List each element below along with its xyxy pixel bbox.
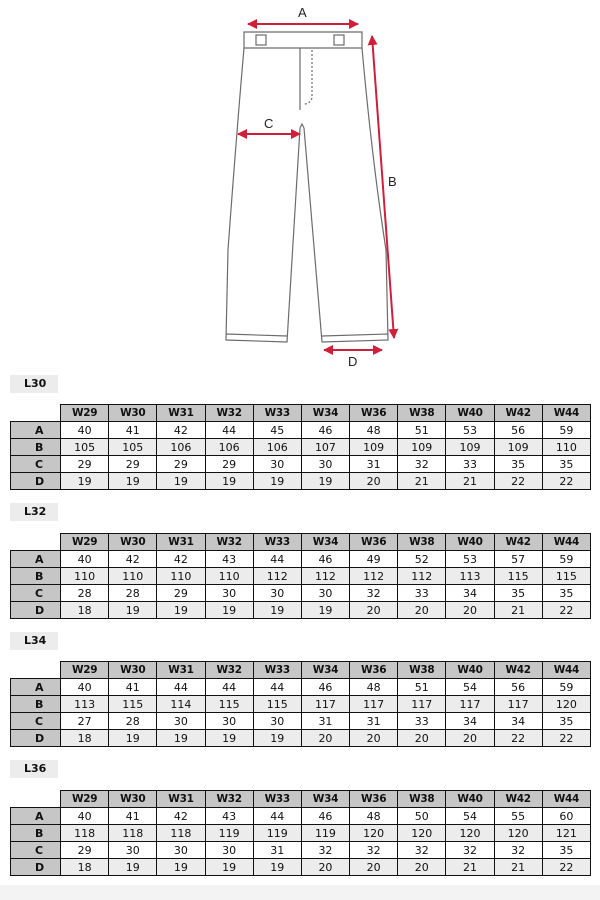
table-cell: 42: [109, 551, 157, 568]
table-row: [11, 602, 591, 619]
column-header: W31: [157, 405, 205, 422]
column-header: W36: [350, 534, 398, 551]
table-cell: 32: [398, 842, 446, 859]
row-header: C: [11, 585, 61, 602]
table-cell: 119: [205, 825, 253, 842]
column-header: W38: [398, 662, 446, 679]
column-header: W30: [109, 791, 157, 808]
table-cell: 44: [253, 551, 301, 568]
table-cell: 19: [205, 730, 253, 747]
table-row: [11, 842, 591, 859]
column-header: W32: [205, 791, 253, 808]
table-cell: 33: [398, 585, 446, 602]
table-cell: 115: [494, 568, 542, 585]
size-table-l32: [10, 533, 591, 619]
table-cell: 41: [109, 679, 157, 696]
column-header: W32: [205, 405, 253, 422]
column-header: W29: [61, 791, 109, 808]
row-header: C: [11, 842, 61, 859]
column-header: W42: [494, 662, 542, 679]
table-cell: 35: [494, 456, 542, 473]
column-header: W40: [446, 791, 494, 808]
row-header: A: [11, 422, 61, 439]
table-cell: 21: [398, 473, 446, 490]
table-header-row: [11, 791, 591, 808]
table-cell: 19: [253, 859, 301, 876]
table-cell: 112: [253, 568, 301, 585]
table-cell: 117: [350, 696, 398, 713]
table-row: [11, 696, 591, 713]
table-cell: 32: [446, 842, 494, 859]
table-cell: 19: [157, 859, 205, 876]
table-cell: 114: [157, 696, 205, 713]
table-cell: 30: [253, 585, 301, 602]
table-cell: 40: [61, 422, 109, 439]
table-cell: 50: [398, 808, 446, 825]
header-corner: [11, 534, 61, 551]
column-header: W33: [253, 791, 301, 808]
table-cell: 19: [253, 473, 301, 490]
table-cell: 30: [157, 842, 205, 859]
column-header: W33: [253, 405, 301, 422]
table-cell: 29: [61, 456, 109, 473]
table-cell: 106: [157, 439, 205, 456]
table-cell: 60: [542, 808, 590, 825]
header-corner: [11, 791, 61, 808]
table-cell: 40: [61, 551, 109, 568]
table-cell: 21: [446, 473, 494, 490]
table-label-l30: L30: [10, 375, 58, 393]
column-header: W44: [542, 534, 590, 551]
table-row: [11, 859, 591, 876]
table-cell: 43: [205, 808, 253, 825]
column-header: W42: [494, 534, 542, 551]
table-cell: 35: [542, 842, 590, 859]
table-cell: 120: [494, 825, 542, 842]
table-cell: 106: [205, 439, 253, 456]
table-cell: 31: [253, 842, 301, 859]
row-header: D: [11, 602, 61, 619]
table-cell: 18: [61, 602, 109, 619]
table-cell: 20: [350, 602, 398, 619]
table-cell: 112: [301, 568, 349, 585]
table-cell: 29: [157, 585, 205, 602]
table-cell: 51: [398, 422, 446, 439]
table-cell: 110: [157, 568, 205, 585]
row-header: C: [11, 456, 61, 473]
table-cell: 118: [109, 825, 157, 842]
row-header: B: [11, 439, 61, 456]
table-cell: 118: [157, 825, 205, 842]
row-header: B: [11, 568, 61, 585]
table-cell: 59: [542, 422, 590, 439]
table-cell: 19: [253, 730, 301, 747]
column-header: W34: [301, 662, 349, 679]
table-cell: 115: [253, 696, 301, 713]
table-cell: 32: [350, 585, 398, 602]
table-row: [11, 679, 591, 696]
label-b: B: [388, 174, 397, 189]
column-header: W38: [398, 405, 446, 422]
trousers-measurement-diagram: [0, 0, 600, 370]
column-header: W34: [301, 405, 349, 422]
table-header-row: [11, 534, 591, 551]
table-cell: 40: [61, 808, 109, 825]
table-cell: 19: [301, 473, 349, 490]
table-cell: 113: [61, 696, 109, 713]
table-cell: 113: [446, 568, 494, 585]
column-header: W29: [61, 405, 109, 422]
table-cell: 110: [61, 568, 109, 585]
table-cell: 35: [494, 585, 542, 602]
table-cell: 20: [398, 859, 446, 876]
column-header: W31: [157, 791, 205, 808]
table-cell: 51: [398, 679, 446, 696]
column-header: W36: [350, 662, 398, 679]
table-cell: 19: [301, 602, 349, 619]
table-cell: 22: [542, 473, 590, 490]
table-cell: 19: [253, 602, 301, 619]
table-cell: 119: [253, 825, 301, 842]
header-corner: [11, 405, 61, 422]
table-cell: 110: [542, 439, 590, 456]
table-cell: 28: [109, 585, 157, 602]
column-header: W36: [350, 405, 398, 422]
table-cell: 32: [494, 842, 542, 859]
table-row: [11, 825, 591, 842]
table-cell: 20: [301, 730, 349, 747]
table-cell: 29: [61, 842, 109, 859]
column-header: W44: [542, 405, 590, 422]
table-cell: 20: [350, 730, 398, 747]
table-cell: 106: [253, 439, 301, 456]
table-row: [11, 422, 591, 439]
table-cell: 28: [61, 585, 109, 602]
column-header: W30: [109, 534, 157, 551]
table-cell: 46: [301, 551, 349, 568]
table-cell: 33: [446, 456, 494, 473]
table-cell: 28: [109, 713, 157, 730]
table-cell: 20: [446, 730, 494, 747]
table-cell: 31: [350, 713, 398, 730]
table-cell: 30: [253, 713, 301, 730]
table-cell: 42: [157, 422, 205, 439]
table-cell: 120: [542, 696, 590, 713]
row-header: D: [11, 859, 61, 876]
row-header: A: [11, 679, 61, 696]
table-cell: 109: [446, 439, 494, 456]
table-row: [11, 456, 591, 473]
table-cell: 35: [542, 456, 590, 473]
column-header: W31: [157, 534, 205, 551]
table-cell: 22: [542, 730, 590, 747]
table-cell: 46: [301, 422, 349, 439]
column-header: W36: [350, 791, 398, 808]
table-cell: 57: [494, 551, 542, 568]
table-cell: 22: [494, 730, 542, 747]
table-cell: 112: [398, 568, 446, 585]
column-header: W32: [205, 662, 253, 679]
table-cell: 115: [205, 696, 253, 713]
table-cell: 35: [542, 585, 590, 602]
table-cell: 19: [157, 730, 205, 747]
table-cell: 19: [157, 602, 205, 619]
table-cell: 30: [301, 456, 349, 473]
column-header: W30: [109, 662, 157, 679]
column-header: W33: [253, 534, 301, 551]
header-corner: [11, 662, 61, 679]
table-cell: 19: [205, 602, 253, 619]
table-cell: 109: [350, 439, 398, 456]
column-header: W34: [301, 534, 349, 551]
size-table-l34: [10, 661, 591, 747]
table-cell: 30: [109, 842, 157, 859]
table-cell: 30: [301, 585, 349, 602]
table-cell: 120: [446, 825, 494, 842]
table-cell: 20: [398, 730, 446, 747]
table-cell: 42: [157, 551, 205, 568]
column-header: W38: [398, 791, 446, 808]
table-cell: 20: [446, 602, 494, 619]
table-cell: 29: [109, 456, 157, 473]
row-header: B: [11, 696, 61, 713]
table-cell: 56: [494, 422, 542, 439]
table-cell: 44: [205, 422, 253, 439]
table-cell: 46: [301, 679, 349, 696]
table-cell: 109: [398, 439, 446, 456]
table-cell: 121: [542, 825, 590, 842]
table-cell: 30: [205, 585, 253, 602]
table-cell: 120: [350, 825, 398, 842]
table-row: [11, 713, 591, 730]
table-cell: 59: [542, 551, 590, 568]
table-cell: 44: [157, 679, 205, 696]
row-header: B: [11, 825, 61, 842]
table-header-row: [11, 662, 591, 679]
table-cell: 53: [446, 551, 494, 568]
table-cell: 118: [61, 825, 109, 842]
table-cell: 30: [157, 713, 205, 730]
table-cell: 19: [205, 859, 253, 876]
column-header: W31: [157, 662, 205, 679]
table-cell: 59: [542, 679, 590, 696]
table-cell: 20: [301, 859, 349, 876]
table-cell: 30: [205, 713, 253, 730]
table-cell: 48: [350, 422, 398, 439]
row-header: A: [11, 551, 61, 568]
table-cell: 115: [542, 568, 590, 585]
table-cell: 19: [109, 602, 157, 619]
table-cell: 29: [205, 456, 253, 473]
table-cell: 20: [398, 602, 446, 619]
table-cell: 18: [61, 730, 109, 747]
table-cell: 22: [542, 859, 590, 876]
table-cell: 107: [301, 439, 349, 456]
table-cell: 34: [446, 585, 494, 602]
table-cell: 52: [398, 551, 446, 568]
table-cell: 33: [398, 713, 446, 730]
table-cell: 22: [542, 602, 590, 619]
column-header: W44: [542, 791, 590, 808]
table-cell: 41: [109, 808, 157, 825]
table-cell: 19: [205, 473, 253, 490]
table-cell: 110: [109, 568, 157, 585]
table-cell: 21: [446, 859, 494, 876]
table-row: [11, 473, 591, 490]
table-cell: 30: [205, 842, 253, 859]
table-cell: 55: [494, 808, 542, 825]
table-cell: 49: [350, 551, 398, 568]
table-cell: 35: [542, 713, 590, 730]
row-header: C: [11, 713, 61, 730]
table-cell: 19: [61, 473, 109, 490]
table-cell: 40: [61, 679, 109, 696]
table-cell: 34: [446, 713, 494, 730]
column-header: W38: [398, 534, 446, 551]
table-row: [11, 808, 591, 825]
size-table-l36: [10, 790, 591, 876]
table-row: [11, 730, 591, 747]
column-header: W30: [109, 405, 157, 422]
table-cell: 27: [61, 713, 109, 730]
table-cell: 32: [301, 842, 349, 859]
table-label-l34: L34: [10, 632, 58, 650]
table-cell: 41: [109, 422, 157, 439]
table-cell: 105: [61, 439, 109, 456]
measurement-arrows: [238, 24, 394, 350]
table-cell: 109: [494, 439, 542, 456]
table-cell: 46: [301, 808, 349, 825]
row-header: D: [11, 473, 61, 490]
table-cell: 48: [350, 808, 398, 825]
table-cell: 44: [205, 679, 253, 696]
table-cell: 48: [350, 679, 398, 696]
table-label-l32: L32: [10, 503, 58, 521]
table-cell: 30: [253, 456, 301, 473]
label-c: C: [264, 116, 274, 131]
table-row: [11, 551, 591, 568]
table-cell: 21: [494, 859, 542, 876]
column-header: W29: [61, 662, 109, 679]
column-header: W34: [301, 791, 349, 808]
table-cell: 117: [494, 696, 542, 713]
table-row: [11, 568, 591, 585]
table-cell: 117: [446, 696, 494, 713]
table-cell: 18: [61, 859, 109, 876]
bottom-strip: [0, 885, 600, 900]
table-cell: 54: [446, 808, 494, 825]
table-cell: 105: [109, 439, 157, 456]
table-cell: 19: [109, 859, 157, 876]
label-d: D: [348, 354, 358, 369]
column-header: W32: [205, 534, 253, 551]
table-cell: 19: [109, 473, 157, 490]
size-table-l30: [10, 404, 591, 490]
table-cell: 21: [494, 602, 542, 619]
trousers-outline: [226, 32, 388, 342]
table-cell: 32: [398, 456, 446, 473]
column-header: W40: [446, 534, 494, 551]
table-cell: 34: [494, 713, 542, 730]
column-header: W42: [494, 405, 542, 422]
table-cell: 31: [350, 456, 398, 473]
table-cell: 43: [205, 551, 253, 568]
column-header: W42: [494, 791, 542, 808]
table-cell: 45: [253, 422, 301, 439]
table-cell: 32: [350, 842, 398, 859]
table-label-l36: L36: [10, 760, 58, 778]
column-header: W40: [446, 405, 494, 422]
table-cell: 112: [350, 568, 398, 585]
table-cell: 44: [253, 808, 301, 825]
table-cell: 119: [301, 825, 349, 842]
column-header: W29: [61, 534, 109, 551]
table-cell: 117: [398, 696, 446, 713]
table-cell: 22: [494, 473, 542, 490]
table-cell: 120: [398, 825, 446, 842]
column-header: W40: [446, 662, 494, 679]
table-cell: 42: [157, 808, 205, 825]
table-cell: 110: [205, 568, 253, 585]
table-cell: 19: [157, 473, 205, 490]
table-row: [11, 439, 591, 456]
table-cell: 31: [301, 713, 349, 730]
label-a: A: [298, 5, 307, 20]
table-cell: 115: [109, 696, 157, 713]
table-cell: 20: [350, 859, 398, 876]
column-header: W44: [542, 662, 590, 679]
table-cell: 54: [446, 679, 494, 696]
table-cell: 29: [157, 456, 205, 473]
row-header: D: [11, 730, 61, 747]
table-header-row: [11, 405, 591, 422]
table-cell: 53: [446, 422, 494, 439]
table-cell: 44: [253, 679, 301, 696]
row-header: A: [11, 808, 61, 825]
table-cell: 20: [350, 473, 398, 490]
column-header: W33: [253, 662, 301, 679]
table-cell: 56: [494, 679, 542, 696]
table-cell: 19: [109, 730, 157, 747]
table-row: [11, 585, 591, 602]
table-cell: 117: [301, 696, 349, 713]
